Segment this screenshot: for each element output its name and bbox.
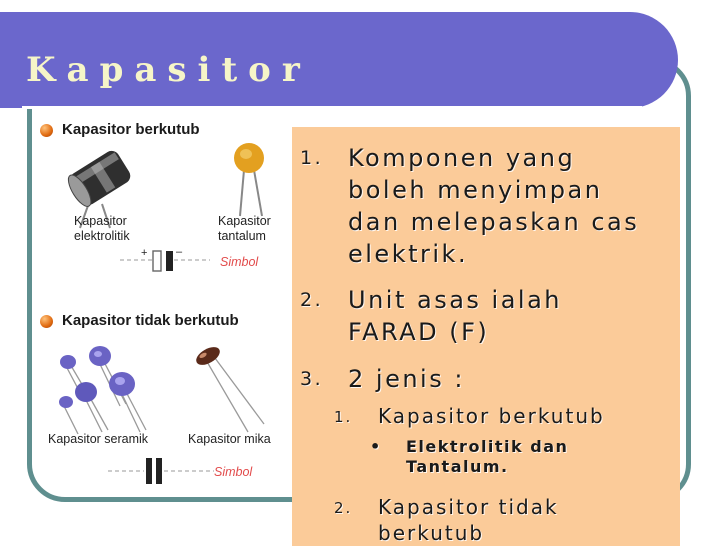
sub-list-text-line: berkutub — [378, 521, 485, 545]
symbol-label-polar: Simbol — [220, 255, 259, 269]
list-number: 3. — [300, 368, 324, 390]
sub-sub-text-line: Elektrolitik dan — [406, 437, 569, 456]
polar-heading: Kapasitor berkutub — [62, 121, 200, 138]
electrolytic-caption-line1: Kapasitor — [74, 214, 127, 228]
electrolytic-caption-line2: elektrolitik — [74, 229, 130, 243]
nonpolar-heading: Kapasitor tidak berkutub — [62, 312, 239, 329]
sub-list-text-line: Kapasitor tidak — [378, 495, 559, 519]
sub-sub-text-line: Tantalum. — [406, 457, 509, 476]
list-number: 2. — [300, 289, 324, 311]
capacitor-figure — [36, 118, 292, 488]
tantalum-caption-line2: tantalum — [218, 229, 266, 243]
plus-sign: + — [141, 247, 148, 259]
content-panel — [292, 127, 680, 546]
polar-capacitor-symbol-icon — [118, 246, 214, 276]
list-text-line: Komponen yang — [348, 144, 576, 172]
bullet-icon: • — [370, 437, 382, 456]
mica-caption: Kapasitor mika — [188, 432, 271, 446]
sub-list-text-line: Kapasitor berkutub — [378, 404, 605, 428]
list-text-line: Unit asas ialah — [348, 286, 562, 314]
minus-sign: – — [176, 246, 183, 258]
list-text-line: dan melepaskan cas — [348, 208, 640, 236]
ceramic-capacitors-image — [54, 340, 164, 436]
title-bar — [0, 12, 678, 108]
tantalum-capacitor-image — [224, 140, 274, 218]
list-text-line: boleh menyimpan — [348, 176, 603, 204]
ceramic-caption: Kapasitor seramik — [48, 432, 149, 446]
nonpolar-capacitor-symbol-icon — [106, 454, 218, 488]
title-underline — [22, 106, 642, 109]
slide-title: Kapasitor — [26, 50, 311, 90]
sub-list-number: 1. — [334, 408, 353, 426]
list-text-line: 2 jenis : — [348, 365, 465, 393]
orange-bullet-icon — [40, 124, 53, 137]
list-text-line: FARAD (F) — [348, 318, 490, 346]
list-number: 1. — [300, 147, 324, 169]
tantalum-caption-line1: Kapasitor — [218, 214, 271, 228]
sub-list-number: 2. — [334, 499, 353, 517]
orange-bullet-icon — [40, 315, 53, 328]
list-text-line: elektrik. — [348, 240, 469, 268]
mica-capacitor-image — [186, 340, 286, 436]
symbol-label-nonpolar: Simbol — [214, 465, 253, 479]
